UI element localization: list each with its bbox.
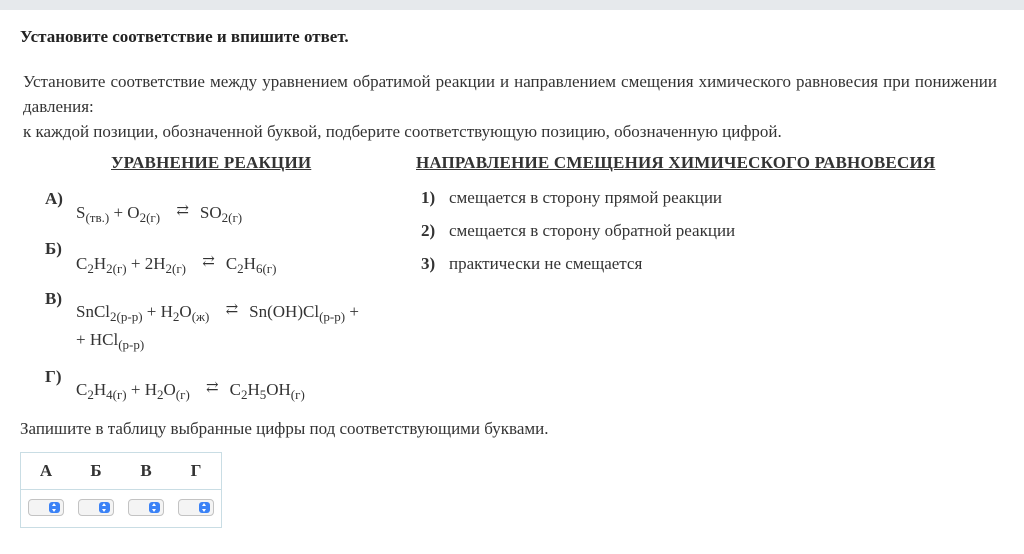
reaction-letter-a: А) [45, 189, 63, 208]
answer-header-a: А [21, 453, 72, 490]
answer-header-v: В [121, 453, 171, 490]
chevron-updown-icon [149, 502, 160, 513]
option-text: смещается в сторону обратной реакции [449, 221, 736, 240]
option-number: 3) [421, 254, 436, 273]
answer-header-g: Г [171, 453, 222, 490]
reaction-equation-v-line2: + HCl$_{(р-р)}$ [76, 330, 145, 352]
answer-instruction: Запишите в таблицу выбранные цифры под соответствующими буквами. [20, 419, 549, 438]
answer-header-b: Б [71, 453, 121, 490]
equilibrium-arrow: ⇄ [202, 254, 215, 270]
option-text: практически не смещается [449, 254, 643, 273]
task-text-line1: Установите соответствие между уравнением обратимой реакции и направлением смещения химического равновесия при понижении давления: [23, 72, 997, 116]
option-1 [421, 188, 722, 208]
equilibrium-arrow: ⇄ [176, 203, 189, 219]
option-2 [421, 221, 735, 241]
answer-select-g[interactable] [178, 499, 214, 516]
reaction-letter-b: Б) [45, 239, 62, 258]
equilibrium-arrow: ⇄ [225, 302, 239, 318]
answer-select-a[interactable] [28, 499, 64, 516]
reaction-equation-a: $S_{(тв.)} + O_{2(г)}$ ⇄ $SO_{2(г)}$ [76, 203, 243, 225]
option-3 [421, 254, 642, 274]
reaction-equation-g: $C_2H_{4(г)} + H_2O_{(г)}$ ⇄ $C_2H_5OH_{(г)}$ [76, 380, 305, 402]
option-number: 2) [421, 221, 436, 240]
answer-select-b[interactable] [78, 499, 114, 516]
chevron-updown-icon [99, 502, 110, 513]
option-number: 1) [421, 188, 436, 207]
chevron-updown-icon [49, 502, 60, 513]
equilibrium-arrow: ⇄ [206, 380, 219, 396]
column-title-directions: НАПРАВЛЕНИЕ СМЕЩЕНИЯ ХИМИЧЕСКОГО РАВНОВЕСИЯ [416, 153, 936, 172]
option-text: смещается в сторону прямой реакции [449, 188, 723, 207]
reaction-letter-v: В) [45, 289, 62, 308]
task-text-line2: к каждой позиции, обозначенной буквой, подберите соответствующую позицию, обозначенную цифрой. [23, 122, 782, 141]
answer-table [20, 452, 222, 528]
top-bar [0, 0, 1024, 10]
task-description [23, 69, 997, 144]
reaction-equation-b: $C_2H_{2(г)} + 2H_{2(г)}$ ⇄ $C_2H_{6(г)}$ [76, 254, 277, 276]
chevron-updown-icon [199, 502, 210, 513]
reaction-equation-v: SnCl$_{2(р-р)}$ + $H_2O_{(ж)}$ ⇄ $Sn(OH)Cl_{(р-р)}$ + [76, 302, 359, 324]
reaction-letter-g: Г) [45, 367, 62, 386]
page-title: Установите соответствие и впишите ответ. [20, 27, 349, 46]
column-title-reactions: УРАВНЕНИЕ РЕАКЦИИ [111, 153, 312, 172]
answer-select-v[interactable] [128, 499, 164, 516]
